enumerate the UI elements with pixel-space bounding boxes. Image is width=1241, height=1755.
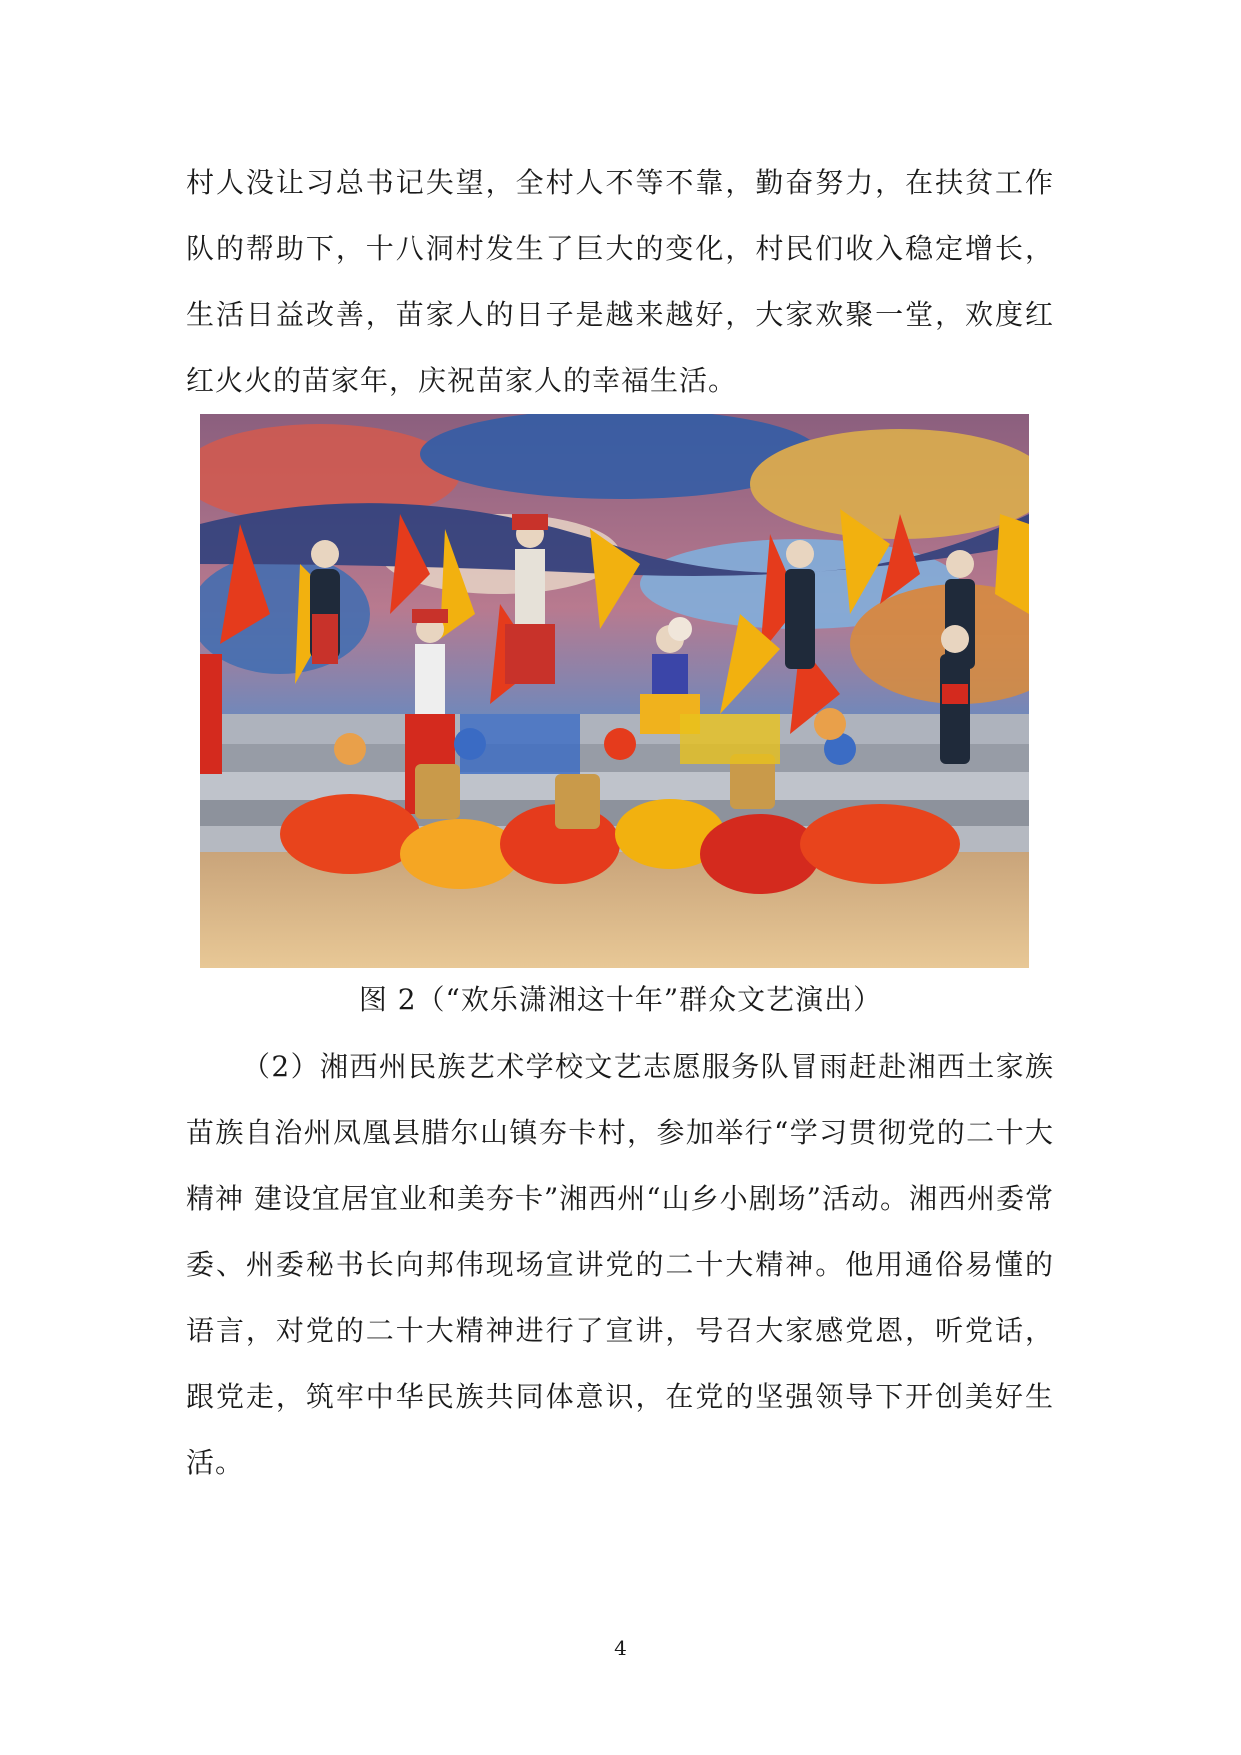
body-paragraph-1: 村人没让习总书记失望，全村人不等不靠，勤奋努力，在扶贫工作队的帮助下，十八洞村发生了巨大的变化，村民们收入稳定增长，生活日益改善，苗家人的日子是越来越好，大家欢聚一堂，欢度红红火火的苗家年，庆祝苗家人的幸福生活。 bbox=[186, 166, 1054, 397]
page-number: 4 bbox=[614, 1636, 627, 1660]
body-paragraph-2: （2）湘西州民族艺术学校文艺志愿服务队冒雨赶赴湘西土家族苗族自治州凤凰县腊尔山镇夯卡村，参加举行“学习贯彻党的二十大精神 建设宜居宜业和美夯卡”湘西州“山乡小剧场”活动。湘西州委常委、州委秘书长向邦伟现场宣讲党的二十大精神。他用通俗易懂的语言，对党的二十大精神进行了宣讲，号召大家感党恩，听党话，跟党走，筑牢中华民族共同体意识，在党的坚强领导下开创美好生活。 bbox=[186, 1050, 1054, 1479]
figure-caption: 图 2（“欢乐潇湘这十年”群众文艺演出） bbox=[358, 983, 883, 1016]
performance-photo bbox=[200, 414, 1029, 968]
